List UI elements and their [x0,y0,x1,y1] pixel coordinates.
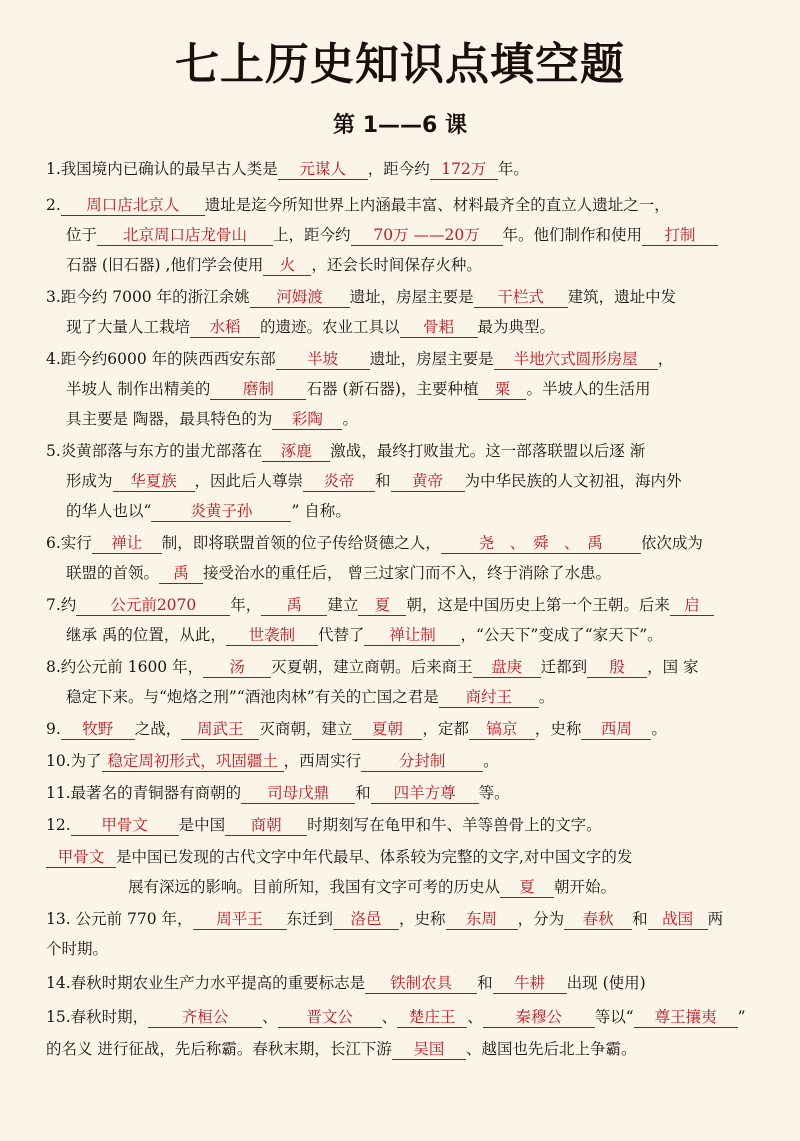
question-text: 5.炎黄部落与东方的蚩尤部落在 [46,442,263,460]
question-text: 激战，最终打败蚩尤。这一部落联盟以后逐 渐 [330,442,646,460]
answer-blank: 商纣王 [439,687,539,708]
answer-blank: 周平王 [193,909,287,930]
question-text: 朝开始。 [554,878,617,896]
question-text: 接受治水的重任后， 曾三过家门而不入，终于消除了水患。 [203,564,611,582]
answer-blank: 牛耕 [493,973,567,994]
answer-blank: 商朝 [225,815,307,836]
worksheet-line [66,686,554,708]
answer-blank: 周口店北京人 [61,195,205,216]
question-text: 9. [46,720,61,738]
answer-blank: 172万 [430,159,498,180]
answer-blank: 涿鹿 [262,441,330,462]
worksheet-line [66,408,358,430]
answer-blank: 禹 [159,563,203,584]
answer-blank: 春秋 [564,909,632,930]
answer-blank: 四羊方尊 [371,783,479,804]
question-text: 出现 (使用) [566,974,646,992]
answer-blank: 齐桓公 [148,1007,262,1028]
question-text: 个时期。 [46,940,109,958]
worksheet-line [46,286,676,308]
question-text: 位于 [66,226,98,244]
answer-blank: 战国 [648,909,708,930]
answer-blank: 70万 ——20万 [351,225,503,246]
question-text: 、 [262,1008,278,1026]
worksheet-line [66,500,351,522]
question-text: 13. 公元前 770 年， [46,910,193,928]
worksheet-line [46,938,108,960]
question-text: 、 [381,1008,398,1026]
question-text: 代替了 [317,626,365,644]
question-text: 建筑，遗址中发 [567,288,677,306]
worksheet-line [66,254,482,276]
answer-blank: 夏朝 [352,719,422,740]
question-text: 4.距今约6000 年的陕西西安东部 [46,350,276,368]
question-text: ，还会长时间保存火种。 [311,256,482,274]
answer-blank: 黄帝 [391,471,465,492]
question-text: 的遗迹。农业工具以 [260,318,400,336]
answer-blank: 甲骨文 [46,847,116,868]
answer-blank: 牧野 [61,719,135,740]
question-text: 14.春秋时期农业生产力水平提高的重要标志是 [46,974,366,992]
answer-blank: 殷 [587,657,647,678]
question-text: ，史称 [534,720,582,738]
question-text: 和 [375,472,391,490]
answer-blank: 禅让 [92,533,162,554]
answer-blank: 炎黄子孙 [151,501,291,522]
worksheet-line [46,348,673,370]
question-text: 2. [46,196,61,214]
question-text: 半坡人 制作出精美的 [66,380,211,398]
question-text: 、越国也先后北上争霸。 [465,1040,637,1058]
answer-blank: 东周 [446,909,518,930]
answer-blank: 甲骨文 [71,815,179,836]
answer-blank: 分封制 [361,751,483,772]
worksheet-line [46,750,499,772]
answer-blank: 河姆渡 [250,287,350,308]
answer-blank: 盘庚 [473,657,541,678]
answer-blank: 世袭制 [226,625,318,646]
question-text: 建立 [327,596,359,614]
answer-blank: 晋文公 [278,1007,382,1028]
question-text: ” [737,1008,746,1026]
answer-blank: 炎帝 [303,471,375,492]
question-text: 朝，这是中国历史上第一个王朝。后来 [406,596,670,614]
question-text: 为中华民族的人文初祖，海内外 [464,472,682,490]
answer-blank: 秦穆公 [483,1007,595,1028]
worksheet-line [46,656,699,678]
question-text: ，距今约 [367,160,430,178]
question-text: 继承 禹的位置，从此， [66,626,226,644]
question-text: 灭商朝，建立 [259,720,353,738]
worksheet-line [46,972,646,994]
worksheet-line [46,158,529,180]
answer-blank: 铁制农具 [365,973,477,994]
worksheet-line [66,316,555,338]
worksheet-line [128,876,616,898]
worksheet-line [66,624,663,646]
question-text: 。 [651,720,667,738]
answer-blank: 禅让制 [364,625,460,646]
question-text: ，“公天下”变成了“家天下”。 [460,626,663,644]
question-text: 展有深远的影响。目前所知，我国有文字可考的历史从 [128,878,501,896]
question-text: 遗址，房屋主要是 [369,350,494,368]
answer-blank: 尊王攘夷 [634,1007,738,1028]
answer-blank: 启 [670,595,714,616]
question-text: 和 [355,784,371,802]
answer-blank: 汤 [203,657,271,678]
worksheet-line [46,846,632,868]
question-text: 迁都到 [540,658,588,676]
question-text: 。 [342,410,358,428]
question-text: 形成为 [66,472,113,490]
question-text: ，国 家 [647,658,699,676]
question-text: 之战， [134,720,182,738]
question-text: 12. [46,816,71,834]
question-text: 灭夏朝，建立商朝。后来商王 [271,658,473,676]
question-text: 的华人也以“ [66,502,152,520]
question-text: 和 [477,974,493,992]
answer-blank: 夏 [500,877,554,898]
question-text: 是中国已发现的古代文字中年代最早、体系较为完整的文字,对中国文字的发 [116,848,633,866]
answer-blank: 镐京 [469,719,535,740]
answer-blank: 干栏式 [474,287,568,308]
question-text: 8.约公元前 1600 年， [46,658,204,676]
question-text: 遗址，房屋主要是 [349,288,474,306]
answer-blank: 元谋人 [278,159,368,180]
question-text: 制，即将联盟首领的位子传给贤德之人， [161,534,441,552]
answer-blank: 吴国 [392,1039,466,1060]
question-text: 具主要是 陶器，最具特色的为 [66,410,273,428]
worksheet-line [46,594,714,616]
question-text: ，西周实行 [283,752,362,770]
answer-blank: 打制 [642,225,718,246]
question-text: 、 [467,1008,483,1026]
question-text: ，史称 [399,910,446,928]
answer-blank: 周武王 [181,719,259,740]
answer-blank: 火 [263,255,311,276]
answer-blank: 磨制 [210,379,306,400]
question-text: 年。他们制作和使用 [502,226,643,244]
answer-blank: 公元前2070 [76,595,230,616]
question-text: 11.最著名的青铜器有商朝的 [46,784,242,802]
page-subtitle: 第 1——6 课 [333,113,467,138]
question-text: 7.约 [46,596,77,614]
worksheet-line [66,562,611,584]
answer-blank: 北京周口店龙骨山 [97,225,273,246]
answer-blank: 洛邑 [333,909,399,930]
question-text: 3.距今约 7000 年的浙江余姚 [46,288,250,306]
question-text: 1.我国境内已确认的最早古人类是 [46,160,278,178]
worksheet-line [46,532,703,554]
answer-blank: 尧 、 舜 、 禹 [441,533,641,554]
question-text: ，定都 [422,720,469,738]
answer-blank: 水稻 [190,317,260,338]
question-text: 联盟的首领。 [66,564,160,582]
question-text: 现了大量人工栽培 [66,318,191,336]
question-text: 6.实行 [46,534,92,552]
question-text: 东迁到 [286,910,334,928]
answer-blank: 半地穴式圆形房屋 [494,349,658,370]
question-text: ， [657,350,674,368]
worksheet-line [46,1006,746,1028]
worksheet-line [46,440,645,462]
question-text: 依次成为 [640,534,703,552]
answer-blank: 稳定周初形式，巩固疆土 [102,751,284,772]
answer-blank: 楚庄王 [397,1007,467,1028]
worksheet-line [46,908,723,930]
question-text: 上，距今约 [273,226,351,244]
question-text: ” 自称。 [291,502,351,520]
answer-blank: 西周 [581,719,651,740]
answer-blank: 骨耜 [400,317,478,338]
worksheet-line [66,470,682,492]
question-text: 。 [483,752,499,770]
answer-blank: 禹 [261,595,327,616]
answer-blank: 司母戊鼎 [241,783,355,804]
answer-blank: 彩陶 [272,409,342,430]
question-text: 年， [230,596,262,614]
answer-blank: 半坡 [276,349,370,370]
question-text: 和 [632,910,648,928]
question-text: 年。 [497,160,529,178]
worksheet-line [46,194,670,216]
question-text: 石器 (旧石器) ,他们学会使用 [66,256,264,274]
question-text: 15.春秋时期， [46,1008,149,1026]
worksheet-line [46,718,667,740]
question-text: 石器 (新石器)，主要种植 [306,380,479,398]
question-text: 遗址是迄今所知世界上内涵最丰富、材料最齐全的直立人遗址之一， [204,196,670,214]
question-text: 等以“ [594,1008,634,1026]
question-text: 10.为了 [46,752,102,770]
question-text: 两 [707,910,724,928]
question-text: ，分为 [517,910,565,928]
question-text: 。半坡人的生活用 [526,380,651,398]
worksheet-line [66,378,650,400]
question-text: 是中国 [178,816,226,834]
question-text: 稳定下来。与“炮烙之刑”“酒池肉林”有关的亡国之君是 [66,688,439,706]
question-text: 等。 [478,784,510,802]
answer-blank: 夏 [358,595,406,616]
answer-blank: 华夏族 [113,471,195,492]
question-text: 。 [538,688,555,706]
question-text: ，因此后人尊崇 [194,472,304,490]
worksheet-line [46,814,602,836]
answer-blank: 粟 [478,379,526,400]
worksheet-line [46,782,510,804]
worksheet-line [66,224,718,246]
worksheet-line [46,1038,636,1060]
question-text: 最为典型。 [477,318,556,336]
question-text: 的名义 进行征战，先后称霸。春秋末期，长江下游 [46,1040,392,1058]
page-title: 七上历史知识点填空题 [175,39,625,90]
question-text: 时期刻写在龟甲和牛、羊等兽骨上的文字。 [307,816,602,834]
